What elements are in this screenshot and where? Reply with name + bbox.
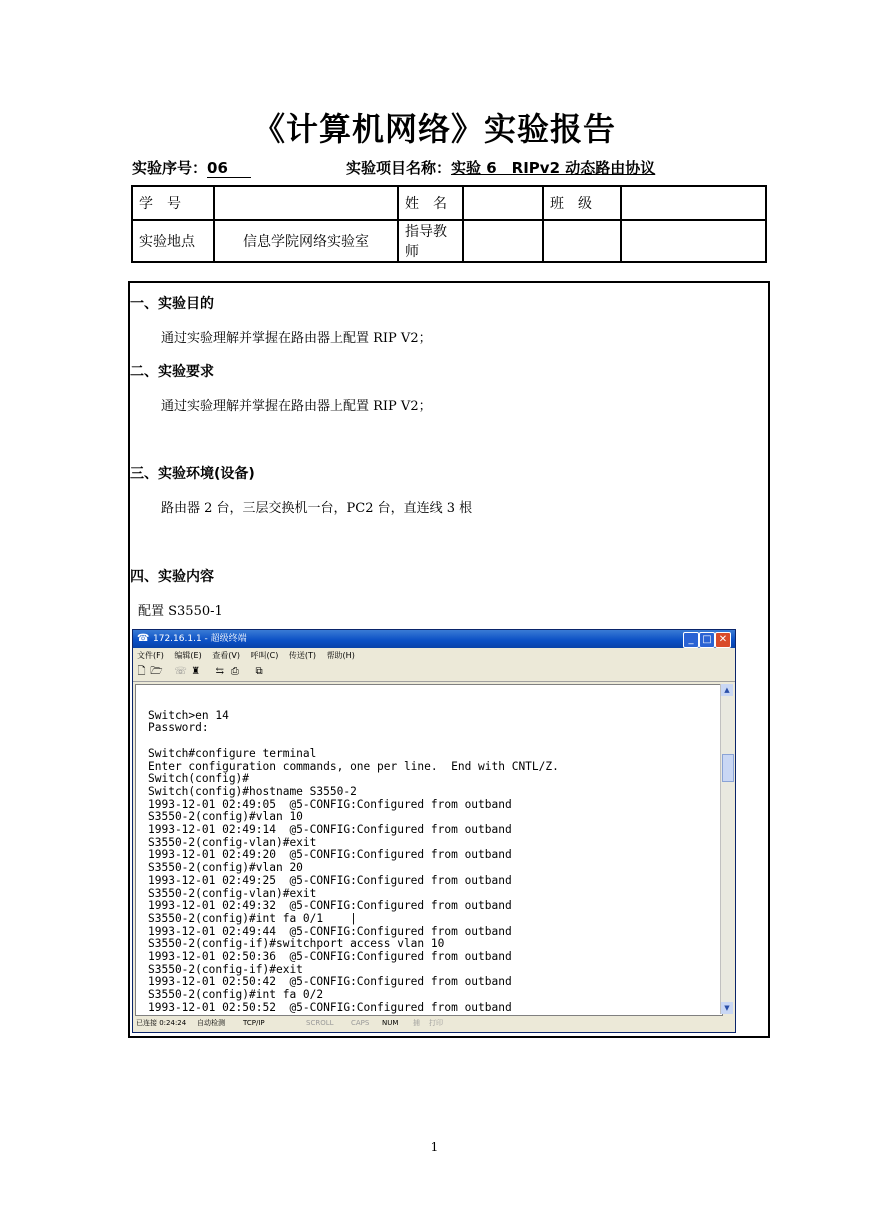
section-1-text: 通过实验理解并掌握在路由器上配置 RIP V2； [161,331,432,346]
class-label: 班 级 [543,186,621,220]
minimize-icon[interactable]: _ [683,632,699,648]
location-value: 信息学院网络实验室 [214,220,398,262]
experiment-project [346,157,655,178]
student-id-label: 学 号 [132,186,214,220]
window-titlebar[interactable] [133,630,735,648]
empty-cell [543,220,621,262]
hyperterminal-window [132,629,736,1033]
menu-transfer[interactable]: 传送(T) [288,651,317,660]
teacher-value [463,220,543,262]
info-row [132,186,766,220]
terminal-output: Switch>en 14 Password: Switch#configure terminal Enter configuration commands, one per line. End with CNTL/Z. Switch(config)# Switch(config)#hostname S3550-2 1993-12-01 02:49:05 @5-CONFIG:Configured from outband S3550-2(config)#vlan 10 1993-12-01 02:49:14 @5-CONFIG:Configured from outband S3550-2(config-vlan)#exit 1993-12-01 02:49:20 @5-CONFIG:Configured from outband S3550-2(config)#vlan 20 1993-12-01 02:49:25 @5-CONFIG:Configured from outband S3550-2(config-vlan)#exit 1993-12-01 02:49:32 @5-CONFIG:Configured from outband S3550-2(config)#int fa 0/1 | 1993-12-01 02:49:44 @5-CONFIG:Configured from outband S3550-2(config-if)#switchport access vlan 10 1993-12-01 02:50:36 @5-CONFIG:Configured from outband S3550-2(config-if)#exit 1993-12-01 02:50:42 @5-CONFIG:Configured from outband S3550-2(config)#int fa 0/2 1993-12-01 02:50:52 @5-CONFIG:Configured from outband [148,708,559,1014]
info-table [131,185,767,263]
class-value [621,186,766,220]
status-num: NUM [382,1019,399,1027]
menu-help[interactable]: 帮助(H) [326,651,355,660]
status-capture: 捕 [413,1019,420,1027]
info-row [132,220,766,262]
project-value: 实验 6 RIPv2 动态路由协议 [451,159,656,177]
name-label: 姓 名 [398,186,463,220]
teacher-label: 指导教师 [398,220,463,262]
disconnect-icon[interactable]: ☏ [174,666,187,677]
section-4-title: 四、实验内容 [130,569,214,585]
content-box [128,281,770,1038]
status-bar [133,1016,735,1031]
menu-call[interactable]: 呼叫(C) [250,651,279,660]
new-icon[interactable]: 🗋 [137,666,146,677]
name-value [463,186,543,220]
status-print: 打印 [429,1019,443,1027]
location-label: 实验地点 [132,220,214,262]
status-scroll: SCROLL [306,1019,334,1027]
section-2-title: 二、实验要求 [130,364,214,380]
toolbar [133,663,735,682]
status-detect: 自动检测 [197,1019,225,1027]
status-caps: CAPS [351,1019,370,1027]
sequence-value: 06 [207,159,251,178]
properties-icon[interactable]: ♜ [191,666,201,677]
terminal-screen[interactable] [135,684,723,1016]
scroll-thumb[interactable] [722,754,734,782]
section-4-text: 配置 S3550-1 [138,604,223,619]
report-title: 《计算机网络》实验报告 [252,110,616,148]
project-label: 实验项目名称： [346,159,452,177]
window-title: 172.16.1.1 - 超级终端 [153,634,247,644]
open-icon[interactable]: 🗁 [150,666,163,677]
scroll-up-icon[interactable]: ▲ [721,684,733,696]
close-icon[interactable]: ✕ [715,632,731,648]
section-3-title: 三、实验环境(设备) [130,466,255,482]
page-number: 1 [430,1140,439,1154]
experiment-sequence [132,157,251,178]
empty-cell [621,220,766,262]
receive-icon[interactable]: ⎙ [230,666,239,677]
vertical-scrollbar[interactable] [720,684,733,1014]
menu-bar [133,648,735,663]
send-icon[interactable]: ⇆ [215,666,225,677]
section-1-title: 一、实验目的 [130,296,214,312]
section-2-text: 通过实验理解并掌握在路由器上配置 RIP V2； [161,399,432,414]
settings-icon[interactable]: ⧉ [255,666,263,677]
menu-view[interactable]: 查看(V) [212,651,240,660]
menu-edit[interactable]: 编辑(E) [174,651,202,660]
student-id-value [214,186,398,220]
status-connected: 已连接 0:24:24 [136,1019,187,1027]
hyperterminal-icon: ☎ [137,633,150,644]
status-protocol: TCP/IP [243,1019,265,1027]
section-3-text: 路由器 2 台，三层交换机一台，PC2 台，直连线 3 根 [161,501,473,516]
maximize-icon[interactable]: □ [699,632,715,648]
scroll-down-icon[interactable]: ▼ [721,1002,733,1014]
menu-file[interactable]: 文件(F) [137,651,164,660]
sequence-label: 实验序号： [132,159,208,177]
